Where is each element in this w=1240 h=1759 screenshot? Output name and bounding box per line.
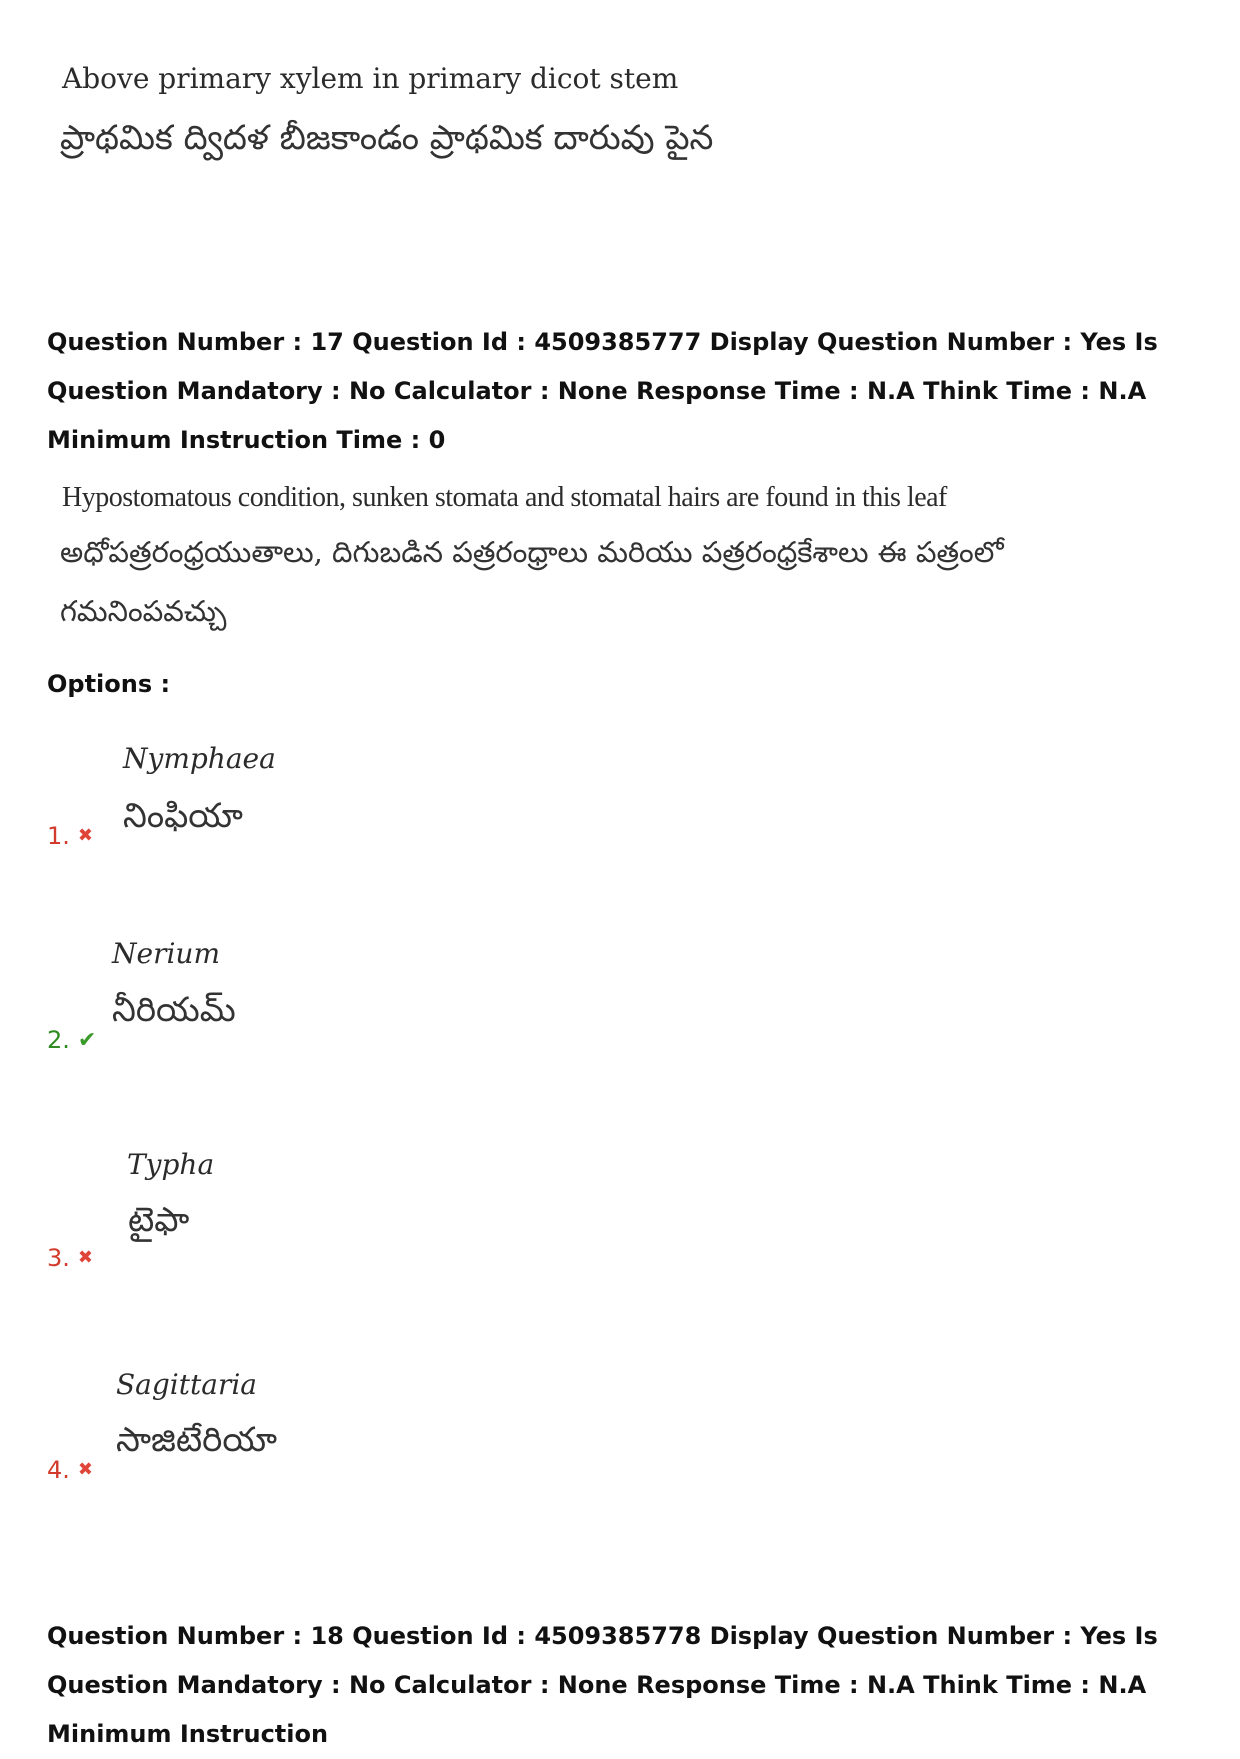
- option-1-english: Nymphaea: [123, 742, 276, 775]
- option-4-number: 4. ✖: [47, 1456, 93, 1484]
- option-4-telugu: సాజిటేరియా: [116, 1420, 277, 1460]
- cross-icon: ✖: [77, 825, 93, 846]
- question-18-meta: Question Number : 18 Question Id : 4509385778 Display Question Number : Yes Is Question Mandatory : No Calculator : None Response Time : N.A Think Time : N.A Minimum Instruction: [47, 1622, 1158, 1748]
- question-17-telugu-line2: గమనింపవచ్చు: [60, 594, 227, 628]
- options-label: Options :: [47, 670, 171, 698]
- question-17-telugu-line1: అధోపత్రరంధ్రయుతాలు, దిగుబడిన పత్రరంధ్రాలు మరియు పత్రరంధ్రకేశాలు ఈ పత్రంలో: [60, 535, 1004, 569]
- option-2-telugu: నీరియమ్: [112, 990, 236, 1030]
- option-1-telugu: నింఫియా: [123, 796, 243, 836]
- check-icon: ✔: [77, 1028, 97, 1053]
- option-1-number: 1. ✖: [47, 822, 93, 850]
- prev-question-telugu: ప్రాథమిక ద్విదళ బీజకాండం ప్రాథమిక దారువు పైన: [60, 118, 714, 158]
- option-3-number: 3. ✖: [47, 1244, 93, 1272]
- cross-icon: ✖: [77, 1247, 93, 1268]
- option-4-english: Sagittaria: [116, 1368, 257, 1401]
- option-3-telugu: టైఫా: [128, 1200, 190, 1240]
- option-3-english: Typha: [127, 1148, 215, 1181]
- question-17-meta: Question Number : 17 Question Id : 4509385777 Display Question Number : Yes Is Question Mandatory : No Calculator : None Response Time : N.A Think Time : N.A Minimum Instruction Time : 0: [47, 328, 1158, 454]
- cross-icon: ✖: [77, 1459, 93, 1480]
- option-2-number: 2. ✔: [47, 1026, 97, 1054]
- option-2-english: Nerium: [112, 937, 220, 970]
- prev-question-english: Above primary xylem in primary dicot stem: [62, 62, 679, 95]
- question-17-english: Hypostomatous condition, sunken stomata and stomatal hairs are found in this leaf: [62, 482, 947, 513]
